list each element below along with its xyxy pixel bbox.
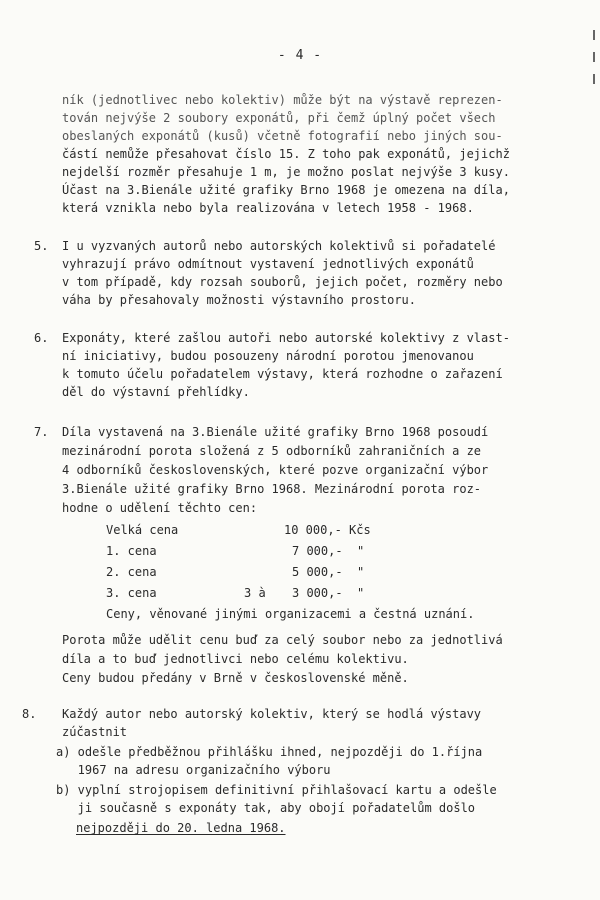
section-7-line: hodne o udělení těchto cen:	[62, 501, 258, 515]
intro-line: ník (jednotlivec nebo kolektiv) může být na výstavě reprezen-	[62, 93, 503, 107]
intro-line: částí nemůže přesahovat číslo 15. Z toho pak exponátů, jejichž	[62, 147, 510, 161]
section-7-line: Díla vystavená na 3.Bienále užité grafiky Brno 1968 posoudí	[62, 425, 489, 439]
intro-line: tován nejvýše 2 soubory exponátů, při čemž úplný počet všech	[62, 111, 496, 125]
page-number: - 4 -	[277, 48, 323, 63]
prize-name: 3. cena	[106, 586, 157, 600]
item-a-line: a) odešle předběžnou přihlášku ihned, nejpozději do 1.října	[56, 745, 483, 759]
section-5-line: I u vyzvaných autorů nebo autorských kolektivů si pořadatelé	[62, 239, 496, 253]
section-number: 7.	[34, 425, 49, 439]
section-number: 5.	[34, 239, 49, 253]
prize-amount: 5 000,- "	[292, 565, 365, 579]
intro-line: která vznikla nebo byla realizována v letech 1958 - 1968.	[62, 201, 474, 215]
section-7-line: 4 odborníků československých, které pozve organizační výbor	[62, 463, 489, 477]
section-7-after-line: díla a to buď jednotlivci nebo celému kolektivu.	[62, 652, 409, 666]
prize-name: 1. cena	[106, 544, 157, 558]
prize-amount: 7 000,- "	[292, 544, 365, 558]
item-a-line: 1967 na adresu organizačního výboru	[56, 763, 331, 777]
item-b-line: ji současně s exponáty tak, aby obojí pořadatelům došlo	[56, 801, 476, 815]
section-7-after-line: Ceny budou předány v Brně v československé měně.	[62, 671, 409, 685]
intro-line: Účast na 3.Bienále užité grafiky Brno 1968 je omezena na díla,	[62, 183, 510, 197]
section-8-line: zúčastnit	[62, 725, 128, 739]
section-7-line: mezinárodní porota složená z 5 odborníků zahraničních a ze	[62, 444, 482, 458]
section-6-line: Exponáty, které zašlou autoři nebo autorské kolektivy z vlast-	[62, 331, 510, 345]
section-5-line: váha by přesahovaly možnosti výstavního prostoru.	[62, 293, 417, 307]
intro-line: nejdelší rozměr přesahuje 1 m, je možno poslat nejvýše 3 kusy.	[62, 165, 510, 179]
section-7-after-line: Porota může udělit cenu buď za celý soubor nebo za jednotlivá	[62, 633, 503, 647]
section-6-line: děl do výstavní přehlídky.	[62, 385, 250, 399]
item-b-line: b) vyplní strojopisem definitivní přihlašovací kartu a odešle	[56, 783, 497, 797]
prizes-note: Ceny, věnované jinými organizacemi a čestná uznání.	[106, 607, 475, 621]
prize-count: 3 à	[244, 586, 266, 600]
intro-line: obeslaných exponátů (kusů) včetně fotografií nebo jiných sou-	[62, 129, 503, 143]
section-5-line: vyhrazují právo odmítnout vystavení jednotlivých exponátů	[62, 257, 474, 271]
prize-name: 2. cena	[106, 565, 157, 579]
section-number: 8.	[22, 707, 37, 721]
prize-amount: 10 000,- Kčs	[284, 523, 371, 537]
section-6-line: ní iniciativy, budou posouzeny národní porotou jmenovanou	[62, 349, 474, 363]
section-number: 6.	[34, 331, 49, 345]
deadline-text: nejpozději do 20. ledna 1968.	[76, 821, 286, 835]
section-6-line: k tomuto účelu pořadatelem výstavy, která rozhodne o zařazení	[62, 367, 503, 381]
section-8-line: Každý autor nebo autorský kolektiv, který se hodlá výstavy	[62, 707, 482, 721]
prize-name: Velká cena	[106, 523, 179, 537]
prize-amount: 3 000,- "	[292, 586, 365, 600]
section-7-line: 3.Bienále užité grafiky Brno 1968. Mezinárodní porota roz-	[62, 482, 482, 496]
section-5-line: v tom případě, kdy rozsah souborů, jejich počet, rozměry nebo	[62, 275, 503, 289]
